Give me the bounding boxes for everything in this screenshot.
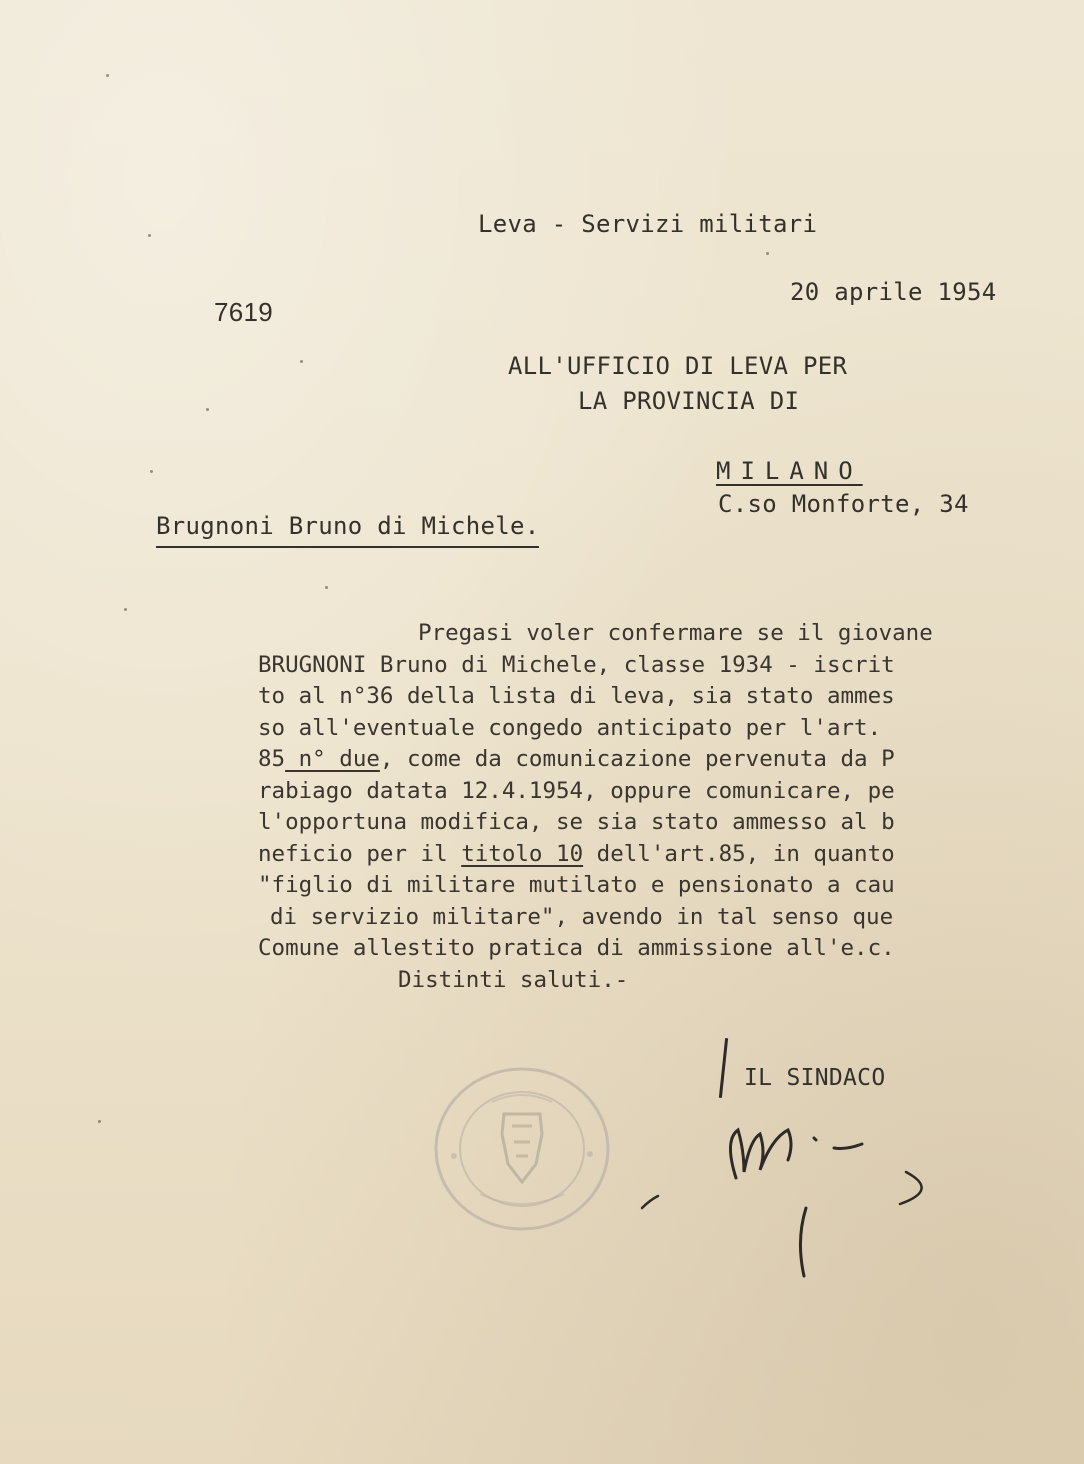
closing-salutation: Distinti saluti.-	[398, 966, 629, 993]
body-line: so all'eventuale congedo anticipato per l'art.	[258, 714, 882, 741]
body-fragment: , come da comunicazione pervenuta da P	[379, 746, 895, 772]
body-line: BRUGNONI Bruno di Michele, classe 1934 - iscrit	[258, 651, 895, 678]
body-fragment: dell'art.85, in quanto	[583, 840, 895, 867]
handwritten-signature	[640, 1100, 940, 1290]
recipient-line-1: ALL'UFFICIO DI LEVA PER	[508, 352, 848, 380]
paper-speck	[124, 608, 127, 611]
body-line	[258, 839, 1084, 871]
paper-speck	[300, 360, 303, 363]
paper-speck	[98, 1120, 101, 1123]
body-line: Pregasi voler confermare se il giovane	[418, 620, 933, 646]
letter-subject: Brugnoni Bruno di Michele.	[156, 510, 539, 548]
body-line: di servizio militare", avendo in tal senso que	[270, 903, 894, 930]
recipient-city: MILANO	[716, 457, 863, 485]
article-number: 85	[258, 746, 286, 772]
paper-speck	[766, 252, 769, 255]
body-line: Comune allestito pratica di ammissione all'e.c.	[258, 935, 895, 961]
body-line: "figlio di militare mutilato e pensionato a cau	[258, 872, 895, 898]
letter-date: 20 aprile 1954	[790, 278, 997, 306]
paper-speck	[150, 470, 153, 473]
recipient-street: C.so Monforte, 34	[718, 490, 969, 518]
body-line: rabiago datata 12.4.1954, oppure comunicare, pe	[258, 777, 895, 804]
signer-title: IL SINDACO	[744, 1065, 886, 1091]
protocol-number: 7619	[214, 297, 274, 327]
signature-bar	[719, 1038, 728, 1098]
paper-speck	[148, 234, 151, 237]
office-heading: Leva - Servizi militari	[478, 210, 818, 238]
body-fragment: neficio per il	[258, 840, 462, 867]
underlined-number: n° due	[285, 746, 380, 772]
municipal-stamp	[432, 1064, 612, 1234]
underlined-title: titolo 10	[461, 840, 584, 867]
paper-speck	[106, 74, 109, 77]
recipient-line-2: LA PROVINCIA DI	[578, 387, 800, 415]
body-line: l'opportuna modifica, se sia stato ammesso al b	[258, 809, 895, 835]
paper-speck	[325, 586, 328, 589]
letter-body	[258, 618, 1084, 996]
paper-speck	[206, 408, 209, 411]
body-line: to al n°36 della lista di leva, sia stato ammes	[258, 683, 895, 709]
body-line	[258, 744, 1084, 776]
